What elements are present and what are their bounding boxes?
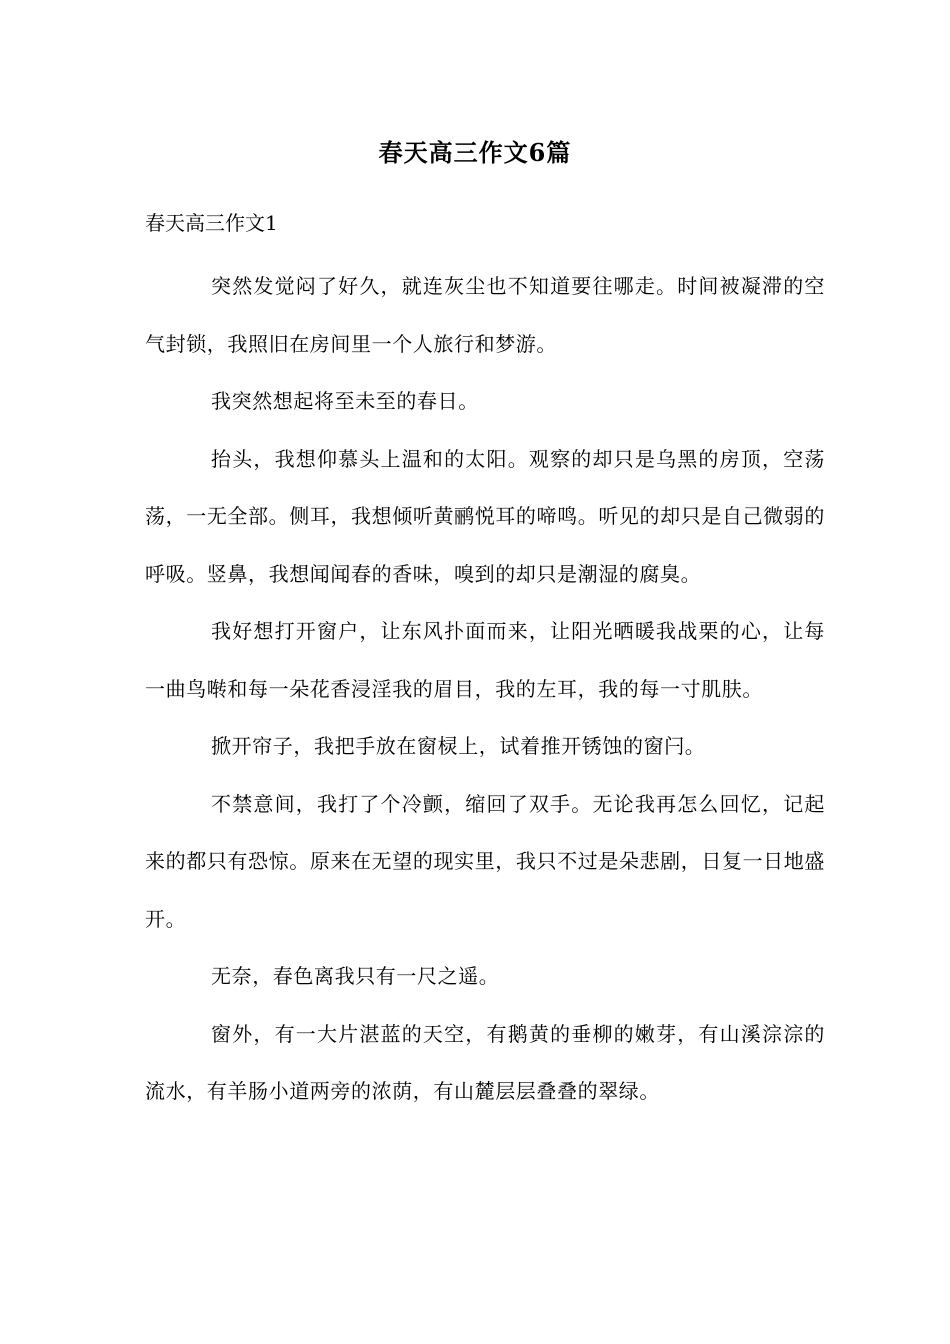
paragraph: 突然发觉闷了好久，就连灰尘也不知道要往哪走。时间被凝滞的空气封锁，我照旧在房间里一个人旅行和梦游。 (145, 274, 825, 356)
paragraph: 不禁意间，我打了个冷颤，缩回了双手。无论我再怎么回忆，记起来的都只有恐惊。原来在无望的现实里，我只不过是朵悲剧，日复一日地盛开。 (145, 791, 825, 931)
paragraph: 窗外，有一大片湛蓝的天空，有鹅黄的垂柳的嫩芽，有山溪淙淙的流水，有羊肠小道两旁的浓荫，有山麓层层叠叠的翠绿。 (145, 1021, 825, 1103)
paragraph: 无奈，春色离我只有一尺之遥。 (211, 964, 500, 988)
document-title: 春天高三作文6篇 (378, 138, 572, 167)
paragraph: 我突然想起将至未至的春日。 (211, 389, 479, 413)
paragraph: 抬头，我想仰慕头上温和的太阳。观察的却只是乌黑的房顶，空荡荡，一无全部。侧耳，我想倾听黄鹂悦耳的啼鸣。听见的却只是自己微弱的呼吸。竖鼻，我想闻闻春的香味，嗅到的却只是潮湿的腐臭。 (145, 446, 825, 586)
document-body (145, 258, 825, 1121)
section-heading: 春天高三作文1 (145, 211, 278, 235)
paragraph: 我好想打开窗户，让东风扑面而来，让阳光晒暖我战栗的心，让每一曲鸟啭和每一朵花香浸淫我的眉目，我的左耳，我的每一寸肌肤。 (145, 619, 825, 701)
paragraph: 掀开帘子，我把手放在窗棂上，试着推开锈蚀的窗闩。 (211, 734, 706, 758)
